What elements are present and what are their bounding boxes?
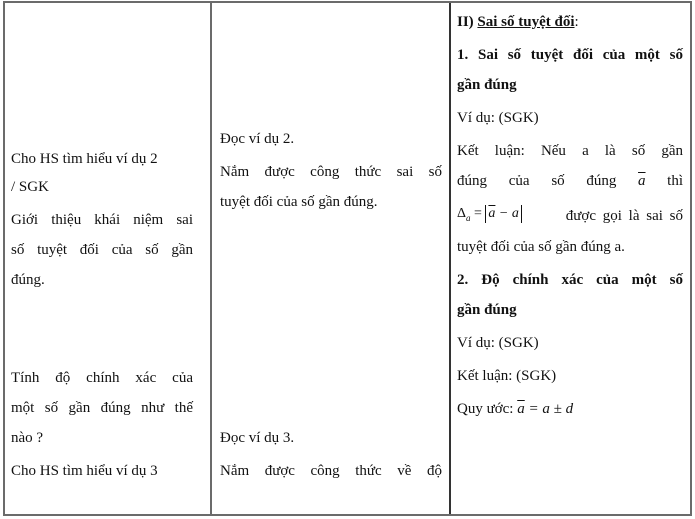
absolute-error-formula: $\Delta_a = \overline{a} - a$ được gọi là sai số — [457, 200, 683, 232]
subheading-2: 2. Độ chính xác của một số — [457, 272, 683, 288]
student-text: Nắm được công thức sai số — [220, 164, 442, 180]
content-column — [451, 3, 692, 514]
lesson-table — [3, 1, 692, 516]
student-text: Đọc ví dụ 2. — [220, 131, 295, 147]
teacher-activity-column — [5, 3, 210, 514]
subheading-1-cont: gần đúng — [457, 77, 517, 93]
convention-formula: = a ± d — [524, 401, 574, 417]
student-activity-column — [212, 3, 449, 514]
formula: $\Delta_a = \overline{a} - a$ — [457, 200, 522, 232]
conclusion-text: tuyệt đối của số gần đúng a. — [457, 239, 625, 255]
student-text: tuyệt đối của số gần đúng. — [220, 194, 378, 210]
convention-text: Quy ước: $\overline{a} = a \pm d$ — [457, 401, 574, 417]
section-title: Sai số tuyệt đối — [477, 14, 575, 30]
teacher-text: số tuyệt đối của số gần — [11, 242, 193, 258]
teacher-text: Cho HS tìm hiểu ví dụ 2 — [11, 151, 158, 167]
absolute-value: $\overline{a} - a$ — [485, 205, 521, 223]
teacher-text: một số gần đúng như thế — [11, 400, 193, 416]
subheading-1: 1. Sai số tuyệt đối của một số — [457, 47, 683, 63]
teacher-text: / SGK — [11, 179, 49, 195]
example-text: Ví dụ: (SGK) — [457, 335, 539, 351]
subheading-2-cont: gần đúng — [457, 302, 517, 318]
teacher-text: đúng. — [11, 272, 45, 288]
convention-symbol: $\overline{a}$ — [517, 401, 525, 417]
conclusion-text: đúng của số đúng $\overline{a}$ thì — [457, 167, 683, 195]
teacher-text: Tính độ chính xác của — [11, 370, 193, 386]
student-text: Đọc ví dụ 3. — [220, 430, 295, 446]
exact-value-symbol: $\overline{a}$ — [638, 173, 646, 189]
section-heading: II) Sai số tuyệt đối: — [457, 14, 579, 30]
teacher-text: Cho HS tìm hiểu ví dụ 3 — [11, 463, 158, 479]
teacher-text: nào ? — [11, 430, 44, 446]
conclusion-text: Kết luận: Nếu a là số gần — [457, 143, 683, 159]
teacher-text: Giới thiệu khái niệm sai — [11, 212, 193, 228]
student-text: Nắm được công thức về độ — [220, 463, 442, 479]
conclusion-text: Kết luận: (SGK) — [457, 368, 557, 384]
example-text: Ví dụ: (SGK) — [457, 110, 539, 126]
